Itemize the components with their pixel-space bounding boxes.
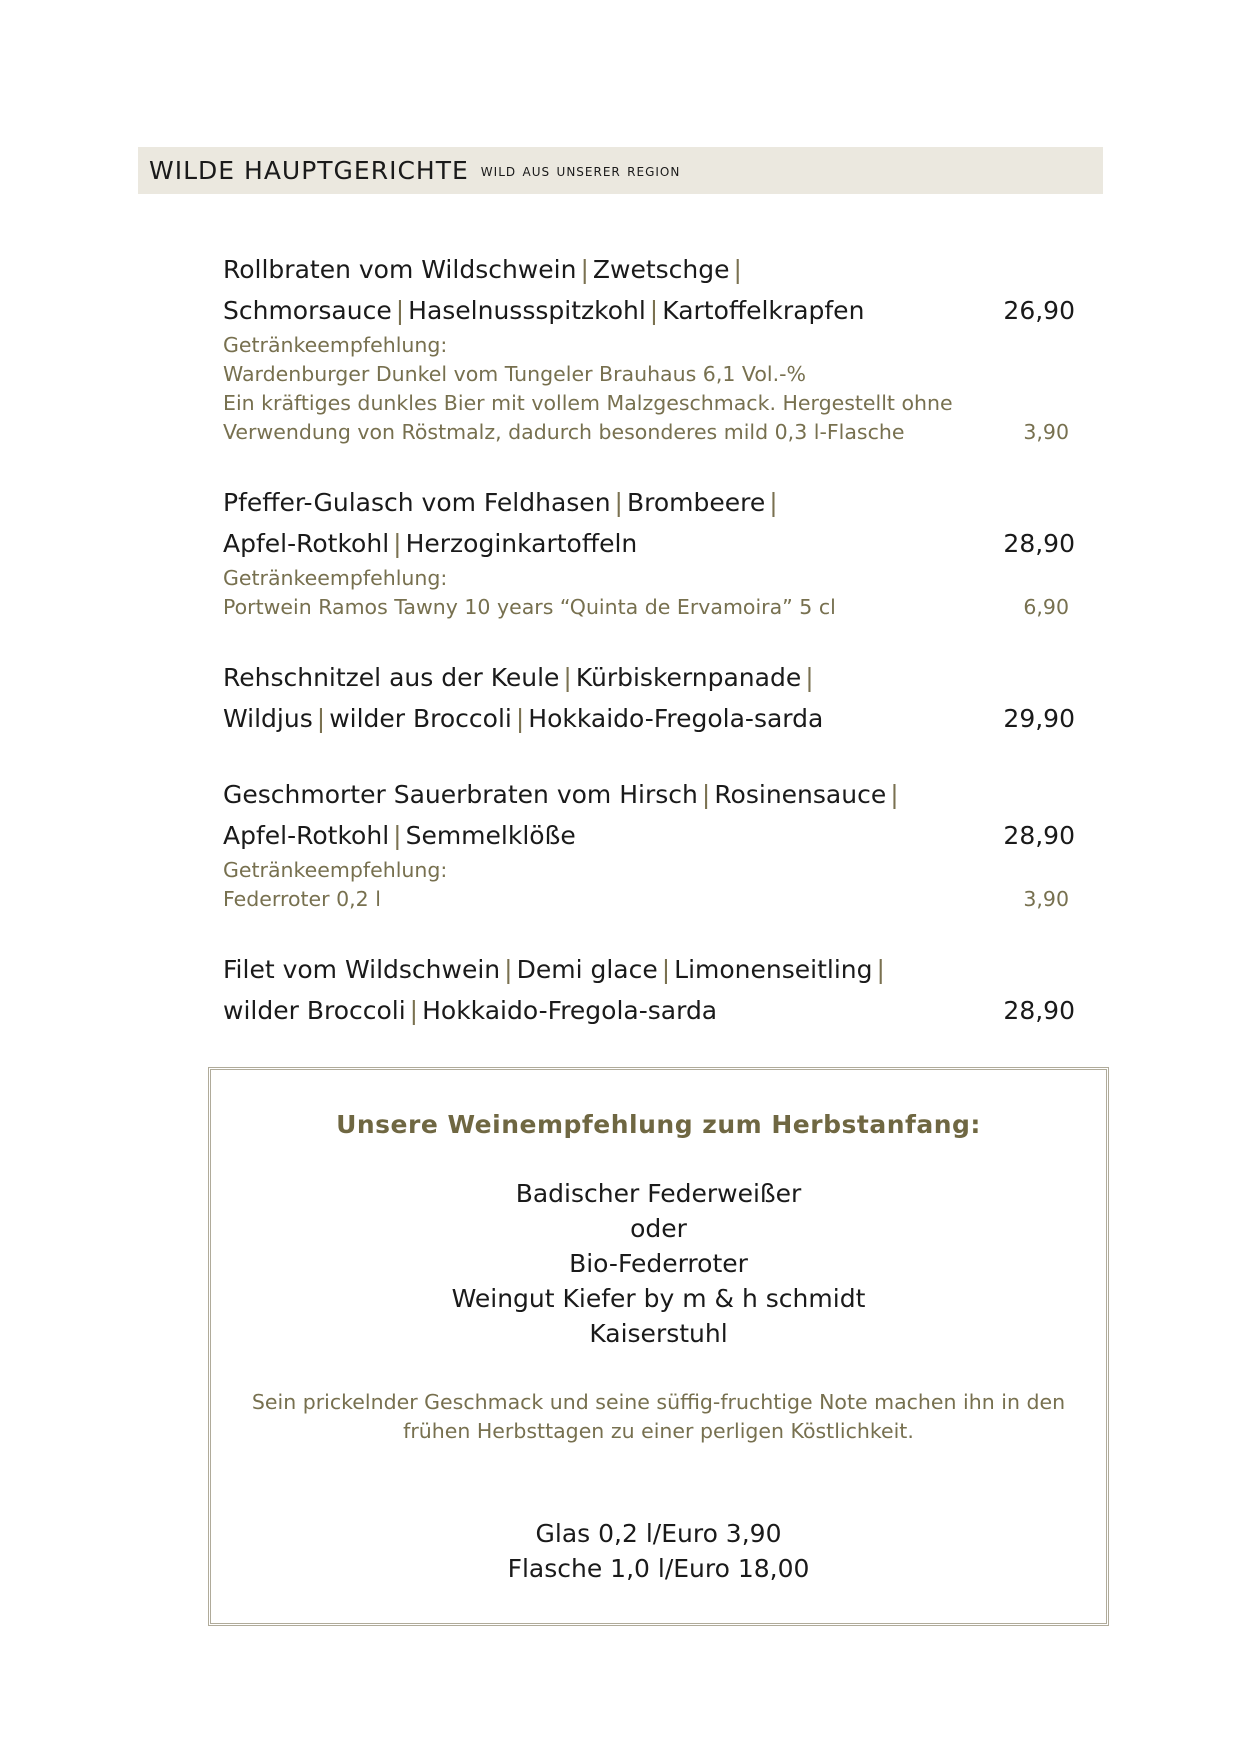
drink-line: Wardenburger Dunkel vom Tungeler Brauhaus 6,1 Vol.-%: [223, 362, 806, 386]
drink-line: Federroter 0,2 l 3,90: [223, 885, 1075, 914]
dish-price: 28,90: [1003, 821, 1075, 850]
wine-line: oder: [630, 1214, 687, 1243]
drink-price: 3,90: [1023, 887, 1069, 911]
dish-price: 28,90: [1003, 529, 1075, 558]
dish-name-line-2: Apfel-Rotkohl | Herzoginkartoffeln 28,90: [223, 523, 1075, 564]
dish-item: [223, 657, 1075, 739]
drink-price: 3,90: [1023, 420, 1069, 444]
section-title: WILDE HAUPTGERICHTE: [149, 156, 469, 185]
dish-item: [223, 774, 1075, 914]
section-subtitle: wild aus unserer region: [480, 160, 681, 181]
dish-name-line-1: Rollbraten vom Wildschwein | Zwetschge |: [223, 255, 742, 284]
wine-description: Sein prickelnder Geschmack und seine süffig-fruchtige Note machen ihn in den frühen Herbsttagen zu einer perligen Köstlichkeit.: [251, 1390, 1066, 1443]
dish-price: 29,90: [1003, 704, 1075, 733]
dish-name-line-2: Schmorsauce | Haselnussspitzkohl | Kartoffelkrapfen 26,90: [223, 290, 1075, 331]
wine-price-bottle: Flasche 1,0 l/Euro 18,00: [507, 1554, 810, 1583]
drink-line: Portwein Ramos Tawny 10 years “Quinta de Ervamoira” 5 cl 6,90: [223, 593, 1075, 622]
drink-label: Getränkeempfehlung:: [223, 333, 448, 357]
wine-prices: [211, 1516, 1106, 1586]
dish-name-line-1: Pfeffer-Gulasch vom Feldhasen | Brombeere |: [223, 488, 778, 517]
dish-name-line-1: Rehschnitzel aus der Keule | Kürbiskernpanade |: [223, 663, 814, 692]
section-header: [138, 147, 1103, 194]
drink-line: Verwendung von Röstmalz, dadurch besonderes mild 0,3 l-Flasche 3,90: [223, 418, 1075, 447]
wine-line: Weingut Kiefer by m & h schmidt: [451, 1284, 866, 1313]
drink-price: 6,90: [1023, 595, 1069, 619]
wine-details: [211, 1176, 1106, 1351]
dish-item: [223, 949, 1075, 1031]
dish-name-line-1: Filet vom Wildschwein | Demi glace | Limonenseitling |: [223, 955, 885, 984]
wine-line: Bio-Federroter: [569, 1249, 748, 1278]
dish-price: 26,90: [1003, 296, 1075, 325]
dish-name-line-2: Apfel-Rotkohl | Semmelklöße 28,90: [223, 815, 1075, 856]
wine-title: Unsere Weinempfehlung zum Herbstanfang:: [336, 1110, 981, 1139]
dish-item: [223, 482, 1075, 622]
dish-name-line-2: Wildjus | wilder Broccoli | Hokkaido-Fregola-sarda 29,90: [223, 698, 1075, 739]
wine-recommendation-box: [208, 1067, 1109, 1626]
dish-price: 28,90: [1003, 996, 1075, 1025]
wine-line: Badischer Federweißer: [515, 1179, 802, 1208]
wine-price-glass: Glas 0,2 l/Euro 3,90: [535, 1519, 782, 1548]
drink-label: Getränkeempfehlung:: [223, 566, 448, 590]
drink-label: Getränkeempfehlung:: [223, 858, 448, 882]
dish-item: [223, 249, 1075, 447]
dish-name-line-2: wilder Broccoli | Hokkaido-Fregola-sarda 28,90: [223, 990, 1075, 1031]
drink-line: Ein kräftiges dunkles Bier mit vollem Malzgeschmack. Hergestellt ohne: [223, 391, 953, 415]
wine-line: Kaiserstuhl: [589, 1319, 728, 1348]
dish-name-line-1: Geschmorter Sauerbraten vom Hirsch | Rosinensauce |: [223, 780, 899, 809]
